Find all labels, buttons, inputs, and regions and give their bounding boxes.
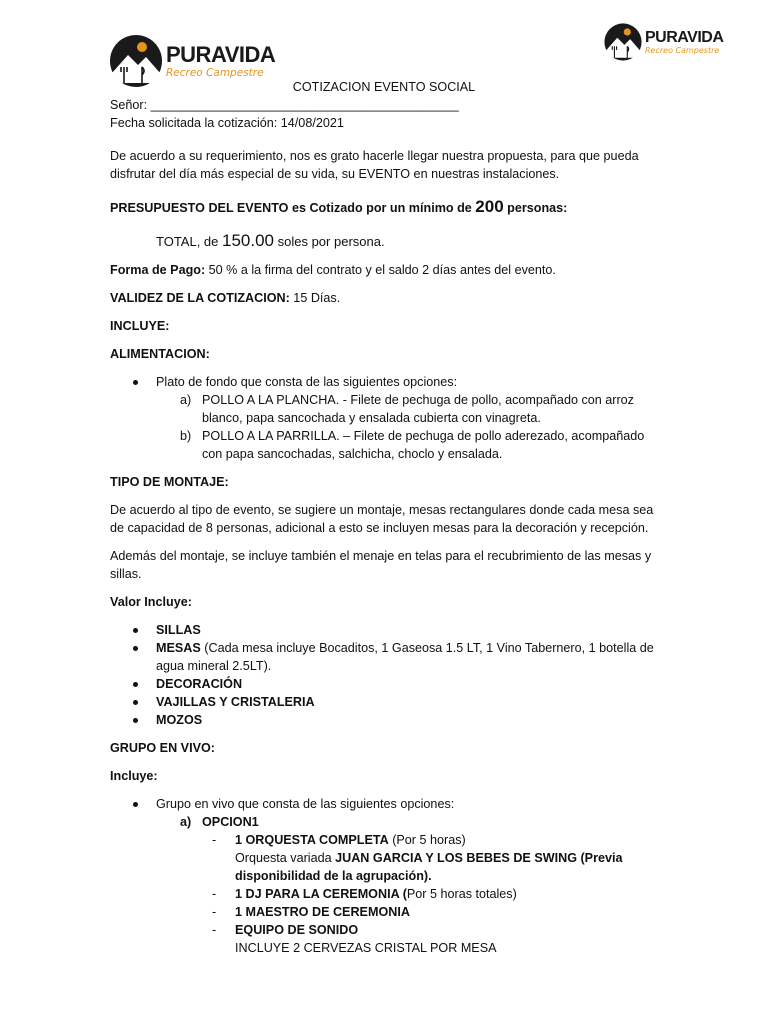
incluye-heading: INCLUYE: <box>110 319 170 333</box>
montaje-heading: TIPO DE MONTAJE: <box>110 475 229 489</box>
total-line: TOTAL, de 150.00 soles por persona. <box>156 231 385 250</box>
dash-item-cont: disponibilidad de la agrupación). <box>235 869 432 883</box>
option-b-cont: con papa sancochadas, salchicha, choclo y ensalada. <box>202 447 503 461</box>
option-a: a) POLLO A LA PLANCHA. - Filete de pechuga de pollo, acompañado con arroz <box>180 393 634 407</box>
valor-heading: Valor Incluye: <box>110 595 192 609</box>
fecha-line: Fecha solicitada la cotización: 14/08/2021 <box>110 116 344 130</box>
option-a-cont: blanco, papa sancochada y ensalada cubierta con vinagreta. <box>202 411 541 425</box>
dash-item: - 1 ORQUESTA COMPLETA (Por 5 horas) <box>212 833 466 847</box>
option-b: b) POLLO A LA PARRILLA. – Filete de pechuga de pollo aderezado, acompañado <box>180 429 645 443</box>
brand-subtitle: Recreo Campestre <box>645 45 720 55</box>
valor-list <box>110 621 658 729</box>
intro-paragraph: De acuerdo a su requerimiento, nos es grato hacerle llegar nuestra propuesta, para que pueda disfrutar del día más especial de su vida, su EVENTO en nuestras instalaciones. <box>110 149 639 181</box>
grupo-incluye: Incluye: <box>110 769 158 783</box>
list-item: Grupo en vivo que consta de las siguientes opciones: <box>110 795 658 813</box>
list-item: Plato de fondo que consta de las siguientes opciones: <box>110 373 658 391</box>
validez-line: VALIDEZ DE LA COTIZACION: 15 Días. <box>110 291 341 305</box>
grupo-heading: GRUPO EN VIVO: <box>110 741 215 755</box>
opcion1: a) OPCION1 <box>180 815 259 829</box>
dash-item-cont: Orquesta variada JUAN GARCIA Y LOS BEBES DE SWING (Previa <box>235 851 623 865</box>
forma-pago-line: Forma de Pago: 50 % a la firma del contrato y el saldo 2 días antes del evento. <box>110 263 556 277</box>
dash-item: - 1 DJ PARA LA CEREMONIA (Por 5 horas totales) <box>212 887 517 901</box>
dash-item: - EQUIPO DE SONIDO <box>212 923 359 937</box>
list-item: VAJILLAS Y CRISTALERIA <box>110 693 658 711</box>
senor-line: Señor: ____________________________________________ <box>110 98 459 112</box>
brand-name: PURAVIDA <box>166 41 276 67</box>
mountain-logo-icon <box>603 22 643 62</box>
grupo-list <box>110 795 658 813</box>
document-body <box>110 78 658 957</box>
montaje-paragraph: De acuerdo al tipo de evento, se sugiere un montaje, mesas rectangulares donde cada mesa sea de capacidad de 8 personas, adicional a esto se incluyen mesas para la decoración y recepción. <box>110 503 654 535</box>
document-title: COTIZACION EVENTO SOCIAL <box>292 80 476 94</box>
brand-name: PURAVIDA <box>645 28 724 46</box>
menaje-paragraph: Además del montaje, se incluye también el menaje en telas para el recubrimiento de las mesas y sillas. <box>110 549 652 581</box>
alimentacion-list <box>110 373 658 391</box>
dash-item-cont: INCLUYE 2 CERVEZAS CRISTAL POR MESA <box>235 941 497 955</box>
alimentacion-heading: ALIMENTACION: <box>110 347 210 361</box>
list-item: DECORACIÓN <box>110 675 658 693</box>
presupuesto-line: PRESUPUESTO DEL EVENTO es Cotizado por un mínimo de 200 personas: <box>110 197 568 216</box>
list-item: MESAS (Cada mesa incluye Bocaditos, 1 Gaseosa 1.5 LT, 1 Vino Tabernero, 1 botella de agua mineral 2.5LT). <box>110 639 658 675</box>
list-item: SILLAS <box>110 621 658 639</box>
logo-right <box>603 22 723 62</box>
list-item: MOZOS <box>110 711 658 729</box>
dash-item: - 1 MAESTRO DE CEREMONIA <box>212 905 410 919</box>
brand-subtitle: Recreo Campestre <box>166 66 264 79</box>
